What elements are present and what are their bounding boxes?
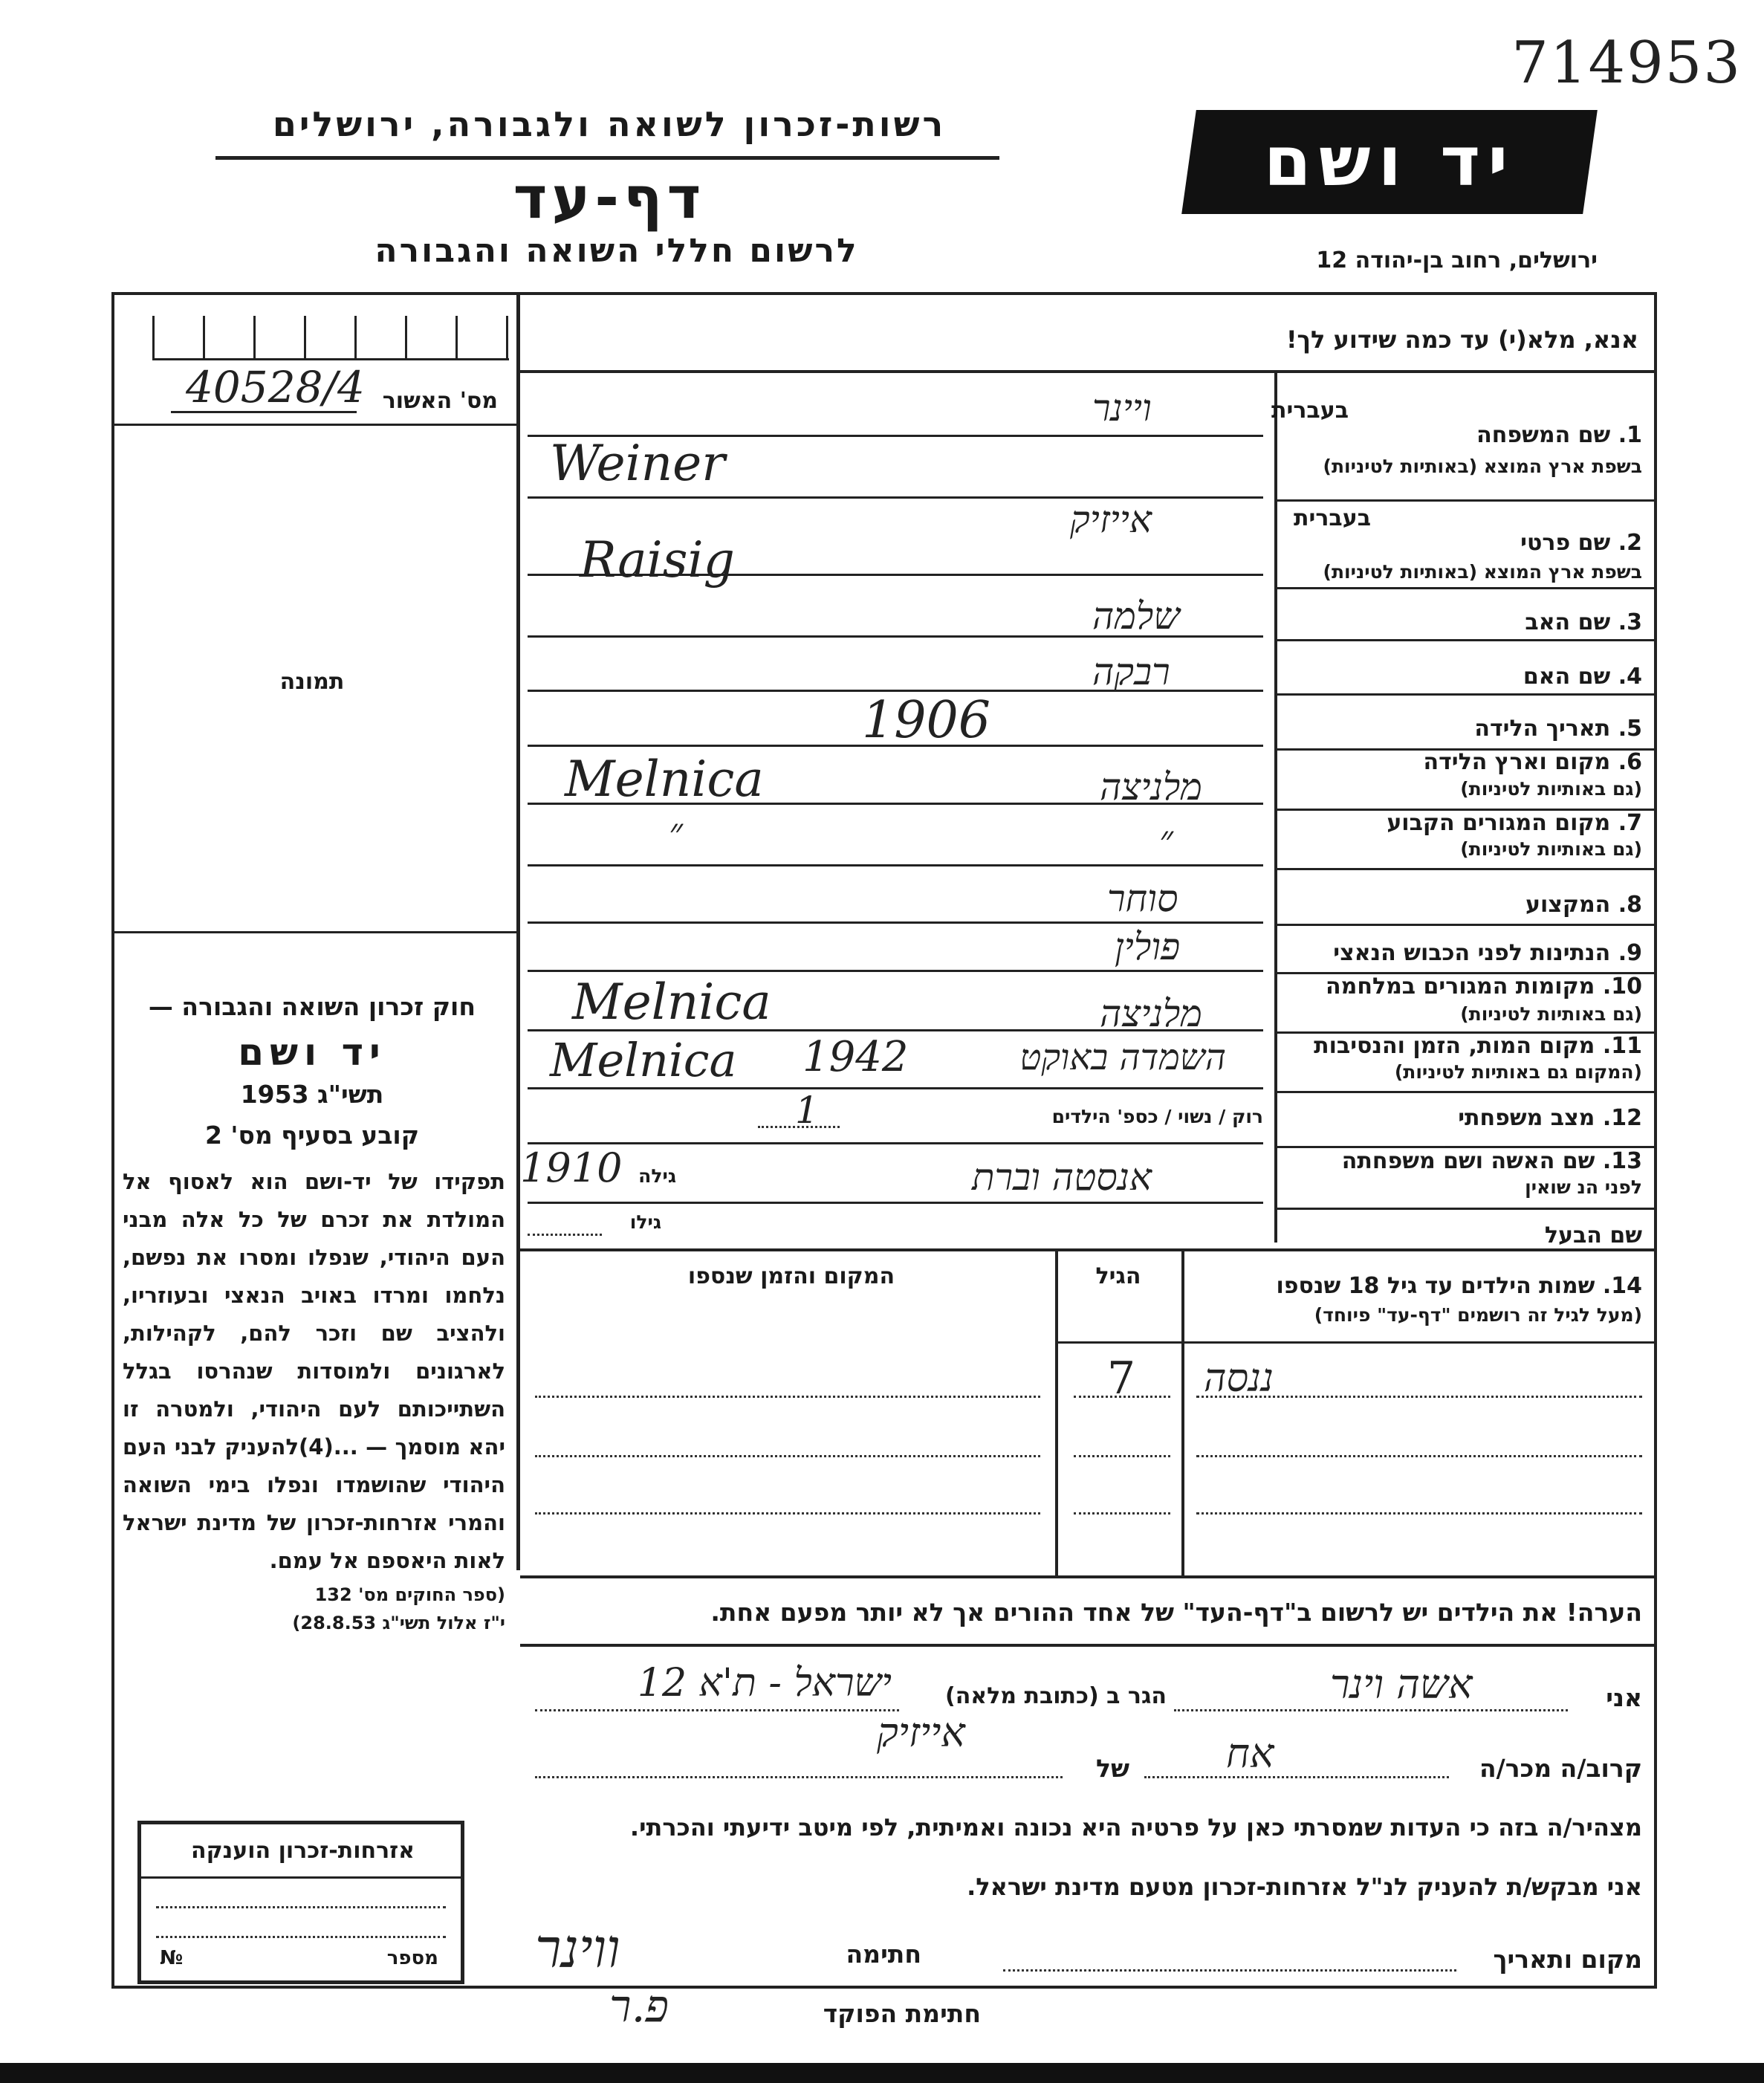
field-13-value: אנסטה וברת xyxy=(971,1156,1152,1199)
field-13-age-label: גילה xyxy=(638,1165,676,1187)
children-col-divider-2 xyxy=(1181,1251,1184,1578)
field-10-value-latin: Melnica xyxy=(572,974,771,1031)
decl-ani: אני xyxy=(1606,1683,1642,1712)
decl-request: אני מבקש/ת להעניק לנ"ל אזרחות-זכרון מטעם מדינת ישראל. xyxy=(967,1873,1642,1901)
stamp-number-label: מספר xyxy=(386,1947,438,1969)
field-2-lang: בעברית xyxy=(1294,505,1371,531)
law-text: תפקידו של יד-ושם הוא לאסוף אל המולדת את זכרם של כל אלה מבני העם היהודי, שנפלו ומסרו את נפשם, נלחמו ומרדו באויב הנאצי ובעוזריו, ולהציב שם וזכר להם, לקהילות, לארגונים ולמוסדות שנהרסו בגלל השתייכותם לעם היהודי, ולמטרה זו יהא מוסמך — ...(4)להעניק לבני העם היהודי שהושמדו ונפלו בימי השואה והמרי אזרחות-זכרון של מדינת ישראל לאות היאספם אל עמם. xyxy=(123,1169,505,1573)
husband-age-label: גילו xyxy=(629,1211,661,1233)
decl-relation: אח xyxy=(1226,1730,1274,1777)
law-year: תשי"ג 1953 xyxy=(240,1080,384,1109)
decl-official-label: חתימת הפוקד xyxy=(823,1999,981,2028)
field-7-sub: (גם באותיות לטיניות) xyxy=(1460,838,1642,860)
approval-label: מס' האשור xyxy=(382,388,498,414)
field-13-label: 13. שם האשה ושם משפחתה xyxy=(1341,1148,1642,1174)
field-7-value-latin: ״ xyxy=(669,810,683,853)
field-3-value: שלמה xyxy=(1092,595,1180,638)
children-table-bottom xyxy=(520,1575,1657,1578)
field-4-value: רבקה xyxy=(1092,650,1170,693)
field-3-label: 3. שם האב xyxy=(1525,609,1642,635)
children-col-divider-1 xyxy=(1055,1251,1058,1578)
field-8-value: סוחר xyxy=(1107,877,1178,920)
law-title: חוק זכרון השואה והגבורה — xyxy=(148,992,476,1021)
field-9-value: פולין xyxy=(1115,925,1181,968)
approval-underline xyxy=(171,411,357,413)
field-1-sub: בשפת ארץ המוצא (באותיות לטיניות) xyxy=(1323,456,1642,477)
field-10-sub: (גם באותיות לטיניות) xyxy=(1460,1003,1642,1025)
field-12-label: 12. מצב משפחתי xyxy=(1458,1105,1642,1131)
law-section: קובע בסעיף מס' 2 xyxy=(204,1121,420,1150)
note-bottom-line xyxy=(520,1644,1657,1647)
field-5-value: 1906 xyxy=(862,691,991,750)
page-title: דף-עד xyxy=(513,165,706,232)
field-9-label: 9. הנתינות לפני הכבוש הנאצי xyxy=(1333,940,1642,966)
decl-name: אשה וינר xyxy=(1330,1661,1473,1708)
decl-place-date-label: מקום ותאריך xyxy=(1493,1945,1642,1974)
field-13-sub: לפני הנ שואין xyxy=(1525,1176,1642,1198)
instruction: אנא, מלא(י) עד כמה שידוע לך! xyxy=(1285,325,1638,354)
decl-address: ישראל - ת'א 12 xyxy=(637,1661,892,1705)
decl-relative: קרוב/ה מכר/ה xyxy=(1479,1754,1642,1783)
decl-resides: הגר ב (כתובת מלאה) xyxy=(944,1683,1167,1709)
field-1-label: 1. שם המשפחה xyxy=(1476,422,1642,448)
address: ירושלים, רחוב בן-יהודה 12 xyxy=(1316,247,1598,273)
stamp-title: אזרחות-זכרון הוענקה xyxy=(190,1838,415,1864)
field-1-lang: בעברית xyxy=(1271,398,1349,424)
field-13-age-value: 1910 xyxy=(520,1144,623,1191)
field-2-value-latin: Raisig xyxy=(580,531,735,589)
field-6-value-he: מלניצה xyxy=(1100,765,1202,809)
page-bottom-edge xyxy=(0,2063,1764,2083)
field-6-label: 6. מקום וארץ הלידה xyxy=(1423,749,1642,775)
field-11-value-latin: Melnica xyxy=(550,1033,737,1087)
field-5-label: 5. תאריך הלידה xyxy=(1474,716,1642,742)
children-row-1-name: ננסה xyxy=(1204,1356,1274,1401)
decl-official-signature: פ.ר xyxy=(609,1980,669,2032)
approval-tick-row xyxy=(152,316,509,360)
field-11-value-he: השמדה באוקט xyxy=(1019,1037,1226,1078)
field-10-value-he: מלניצה xyxy=(1100,992,1202,1035)
field-11-value-year: 1942 xyxy=(802,1033,909,1081)
field-7-value-he: ״ xyxy=(1159,817,1173,861)
field-1-value-he: ויינר xyxy=(1092,386,1152,430)
field-10-label: 10. מקומות המגורים במלחמה xyxy=(1326,974,1642,1000)
archive-number: 714953 xyxy=(1511,30,1742,97)
citizenship-stamp xyxy=(137,1821,464,1984)
decl-place-date-line xyxy=(1003,1969,1456,1972)
children-sub: (מעל לגיל זה רושמים "דף-עד" פיוחד) xyxy=(1314,1304,1642,1326)
org-underline xyxy=(215,156,999,160)
photo-top-line xyxy=(111,424,519,426)
field-12-options: רוק / נשוי / כספ' הילדים xyxy=(1051,1106,1263,1127)
label-column-divider xyxy=(1274,373,1277,1243)
decl-statement: מצהיר/ה בזה כי העדות שמסרתי כאן על פרטיה היא נכונה ואמיתית, לפי מיטב ידיעתי והכרתי. xyxy=(629,1813,1642,1841)
field-6-value-latin: Melnica xyxy=(565,751,764,808)
field-12-children-count: 1 xyxy=(795,1089,819,1132)
photo-bottom-line xyxy=(111,931,519,933)
children-label: 14. שמות הילדים עד גיל 18 שנספו xyxy=(1276,1273,1642,1299)
field-2-value-he: אייזיק xyxy=(1070,498,1152,541)
org-name: רשות-זכרון לשואה ולגבורה, ירושלים xyxy=(272,104,947,144)
approval-number: 40528/4 xyxy=(186,362,365,412)
field-8-label: 8. המקצוע xyxy=(1525,892,1642,918)
page-subtitle: לרשום חללי השואה והגבורה xyxy=(374,232,859,270)
field-12-count-line xyxy=(758,1126,840,1128)
law-name: יד ושם xyxy=(238,1031,386,1074)
instruction-line xyxy=(520,370,1657,373)
field-6-sub: (גם באותיות לטיניות) xyxy=(1460,778,1642,800)
children-col-place: המקום והזמן שנספו xyxy=(687,1263,895,1289)
decl-of: של xyxy=(1096,1754,1129,1783)
field-7-label: 7. מקום המגורים הקבוע xyxy=(1387,810,1642,836)
field-1-value-latin: Weiner xyxy=(550,435,725,492)
decl-signature: ווינר xyxy=(535,1917,620,1980)
yad-vashem-logo xyxy=(1181,110,1598,214)
children-table-top xyxy=(520,1248,1657,1251)
children-col-age: הגיל xyxy=(1095,1263,1141,1289)
stamp-number-sign: № xyxy=(160,1947,184,1969)
husband-age-line xyxy=(528,1234,602,1236)
photo-label: תמונה xyxy=(279,669,345,695)
field-11-label: 11. מקום המות, הזמן והנסיבות xyxy=(1314,1033,1642,1059)
field-2-label: 2. שם פרטי xyxy=(1520,530,1642,556)
children-header-line xyxy=(1055,1341,1657,1344)
law-ref-2: י"ז אלול תשי"ג 28.8.53) xyxy=(292,1613,505,1633)
decl-signature-label: חתימה xyxy=(846,1940,921,1969)
husband-label: שם הבעל xyxy=(1544,1222,1642,1248)
logo-text: יד ושם xyxy=(1263,122,1516,201)
children-row-1-age: 7 xyxy=(1107,1353,1136,1405)
field-2-sub: בשפת ארץ המוצא (באותיות לטיניות) xyxy=(1323,561,1642,583)
field-11-sub: (המקום גם באותיות לטיניות) xyxy=(1394,1061,1642,1083)
law-ref-1: (ספר החוקים מס' 132 xyxy=(314,1584,505,1605)
decl-of-name: אייזיק xyxy=(877,1709,965,1756)
note: הערה! את הילדים יש לרשום ב"דף-העד" של אחד ההורים אך לא יותר מפעם אחת. xyxy=(710,1598,1642,1627)
field-4-label: 4. שם האם xyxy=(1523,664,1642,690)
